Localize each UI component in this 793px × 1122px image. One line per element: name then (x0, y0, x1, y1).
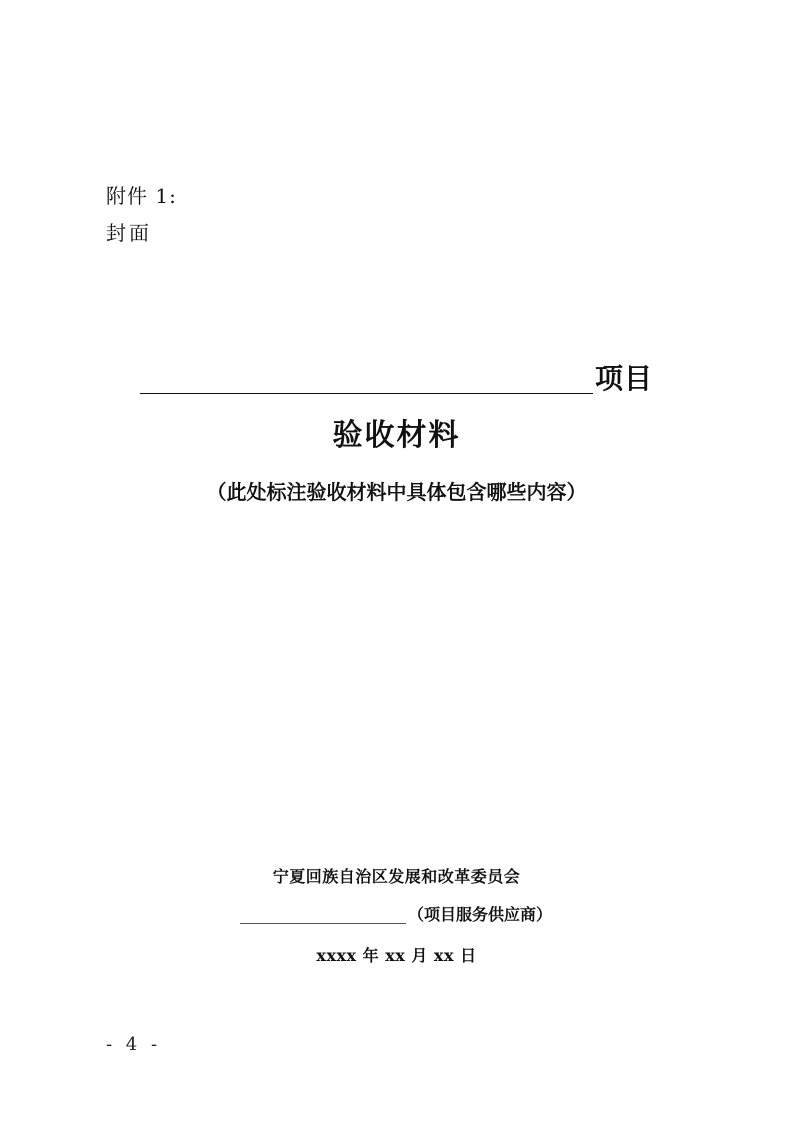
project-title-row (140, 360, 660, 400)
page-number: - 4 - (106, 1034, 162, 1055)
main-title: 验收材料 (332, 418, 461, 453)
project-title-suffix: 项目 (595, 362, 654, 395)
cover-label: 封面 (106, 221, 152, 245)
provider-blank-line (240, 923, 406, 924)
content-note: （此处标注验收材料中具体包含哪些内容） (206, 480, 587, 504)
provider-row (240, 903, 570, 929)
project-name-blank-line (140, 393, 593, 394)
organization-name: 宁夏回族自治区发展和改革委员会 (272, 867, 521, 886)
provider-label: （项目服务供应商） (408, 905, 553, 924)
date-line: xxxx 年 xx 月 xx 日 (316, 946, 477, 965)
attachment-label: 附件 1: (106, 184, 177, 208)
